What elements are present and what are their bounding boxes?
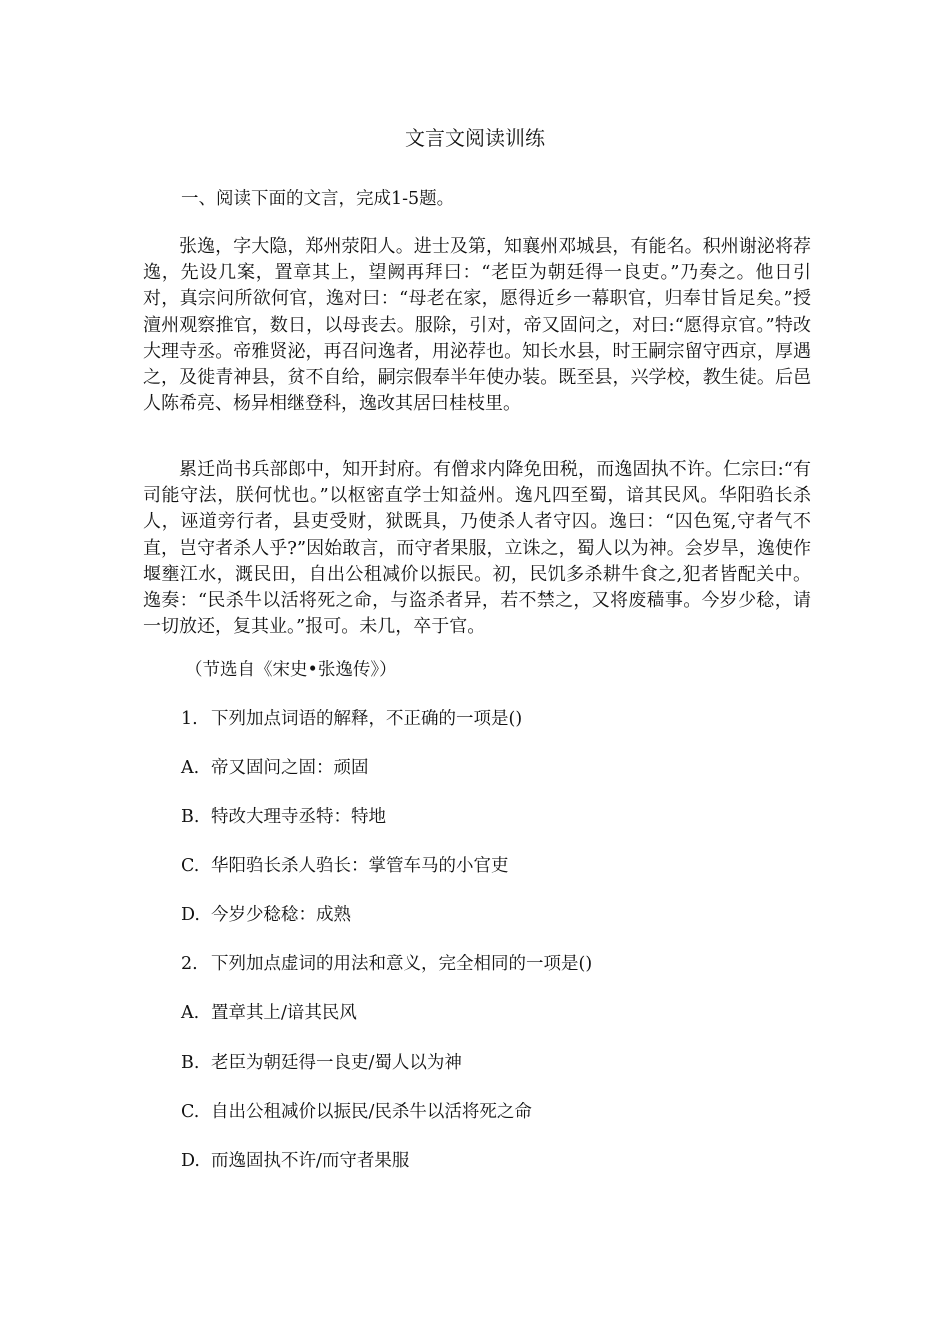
option-letter: C. [181, 856, 200, 876]
option-text: 帝又固问之固：顽固 [211, 758, 369, 778]
question-2-option-b [181, 1050, 462, 1076]
question-number: 2. [181, 954, 198, 974]
question-1-option-a [181, 755, 369, 781]
option-text: 华阳驺长杀人驺长：掌管车马的小官吏 [211, 856, 509, 876]
passage-paragraph-1: 张逸，字大隐，郑州荥阳人。进士及第，知襄州邓城县，有能名。积州谢泌将荐逸，先设几案，置章其上，望阙再拜曰：“老臣为朝廷得一良吏。”乃奏之。他日引对，真宗问所欲何官，逸对曰：“母老在家，愿得近乡一幕职官，归奉甘旨足矣。”授澶州观察推官，数日，以母丧去。服除，引对，帝又固问之，对曰:“愿得京官。”特改大理寺丞。帝雅贤泌，再召问逸者，用泌荐也。知长水县，时王嗣宗留守西京，厚遇之，及徙青神县，贫不自给，嗣宗假奉半年使办装。既至县，兴学校，教生徒。后邑人陈希亮、杨异相继登科，逸改其居曰桂枝里。 [143, 236, 811, 415]
option-text: 置章其上/谙其民风 [211, 1003, 357, 1023]
question-1-option-d [181, 902, 351, 928]
option-text: 特改大理寺丞特：特地 [211, 807, 386, 827]
option-letter: D. [181, 905, 200, 925]
option-letter: A. [181, 758, 200, 778]
option-text: 自出公租减价以振民/民杀牛以活将死之命 [211, 1102, 532, 1122]
section-heading: 一、阅读下面的文言，完成1-5题。 [181, 189, 455, 209]
question-1-option-c [181, 853, 509, 879]
option-text: 老臣为朝廷得一良吏/蜀人以为神 [211, 1053, 462, 1073]
question-2-option-d [181, 1148, 409, 1174]
passage-source: （节选自《宋史•张逸传》） [185, 660, 397, 680]
question-stem: 下列加点虚词的用法和意义，完全相同的一项是() [211, 954, 593, 974]
option-letter: B. [181, 807, 200, 827]
question-2-option-c [181, 1099, 532, 1125]
page-title: 文言文阅读训练 [405, 126, 545, 150]
option-text: 而逸固执不许/而守者果服 [211, 1151, 410, 1171]
option-letter: A. [181, 1003, 200, 1023]
option-letter: D. [181, 1151, 200, 1171]
passage-paragraph-2: 累迁尚书兵部郎中，知开封府。有僧求内降免田税，而逸固执不许。仁宗曰:“有司能守法，朕何忧也。”以枢密直学士知益州。逸凡四至蜀，谙其民风。华阳驺长杀人，诬道旁行者，县吏受财，狱既具，乃使杀人者守囚。逸曰：“囚色冤,守者气不直，岂守者杀人乎?”因始敢言，而守者果服，立诛之，蜀人以为神。会岁旱，逸使作堰壅江水，溉民田，自出公租减价以振民。初，民饥多杀耕牛食之,犯者皆配关中。逸奏：“民杀牛以活将死之命，与盗杀者异，若不禁之，又将废穑事。今岁少稔，请一切放还，复其业。”报可。未几，卒于官。 [143, 459, 811, 638]
option-letter: B. [181, 1053, 200, 1073]
question-number: 1. [181, 709, 198, 729]
question-1 [181, 706, 522, 732]
option-text: 今岁少稔稔：成熟 [211, 905, 351, 925]
question-1-option-b [181, 804, 386, 830]
question-stem: 下列加点词语的解释，不正确的一项是() [211, 709, 523, 729]
option-letter: C. [181, 1102, 200, 1122]
question-2-option-a [181, 1000, 357, 1026]
question-2 [181, 951, 592, 977]
